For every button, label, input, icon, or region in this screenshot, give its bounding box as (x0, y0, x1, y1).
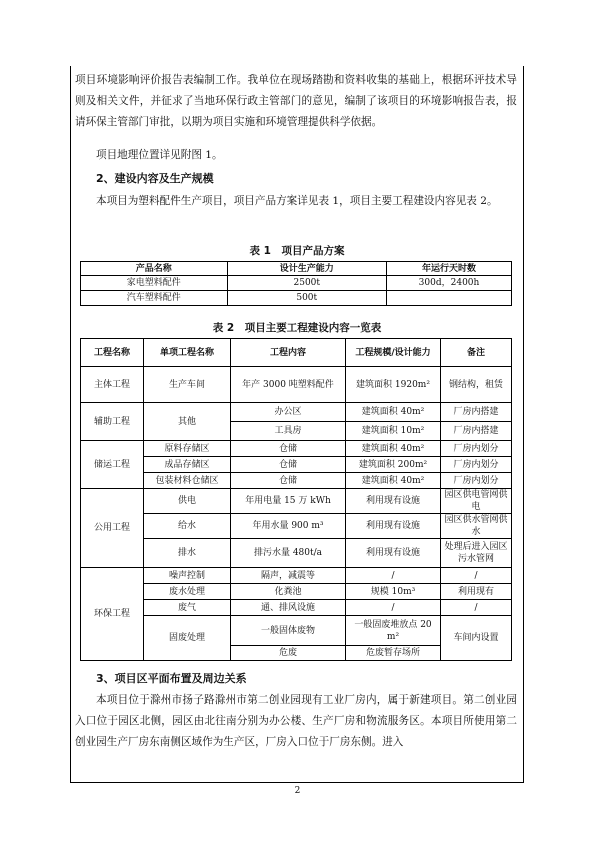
section-heading-2: 2、建设内容及生产规模 (96, 172, 214, 185)
table-cell: 厂房内划分 (441, 441, 512, 457)
paragraph-products: 本项目为塑料配件生产项目，项目产品方案详见表 1，项目主要工程建设内容见表 2。 (96, 195, 498, 207)
table-row (81, 514, 512, 539)
paragraph-layout: 本项目位于滁州市扬子路滁州市第二创业园现有工业厂房内，属于新建项目。第二创业园入口位于园区北侧，园区由北往南分别为办公楼、生产厂房和物流服务区。本项目所使用第二创业园生产厂房东南侧区域作为生产区，厂房入口位于厂房东侧。进入 (75, 694, 517, 748)
table-cell: 2500t (227, 276, 386, 291)
table1-header: 年运行天时数 (387, 262, 512, 276)
table-cell: 隔声，减震等 (231, 568, 346, 584)
table-cell: 厂房内搭建 (441, 422, 512, 441)
group-cell: 主体工程 (81, 367, 144, 403)
table-cell: 一般固废堆放点 20 m² (346, 616, 441, 646)
table1-caption: 表 1 项目产品方案 (249, 245, 345, 257)
table-cell: 厂房内划分 (441, 473, 512, 489)
table-cell: 利用现有设施 (346, 489, 441, 514)
table-row (81, 367, 512, 403)
table-row (81, 616, 512, 646)
table-row (81, 276, 512, 291)
table-cell: 家电塑料配件 (81, 276, 228, 291)
table-cell: 年产 3000 吨塑料配件 (231, 367, 346, 403)
table-cell: 办公区 (231, 403, 346, 422)
table-cell: 仓储 (231, 457, 346, 473)
table-row (81, 568, 512, 584)
table-cell: 废气 (144, 600, 231, 616)
table1-header: 设计生产能力 (227, 262, 386, 276)
table-cell: 汽车塑料配件 (81, 291, 228, 306)
group-cell: 储运工程 (81, 441, 144, 489)
table1-header: 产品名称 (81, 262, 228, 276)
table-cell: 成品存储区 (144, 457, 231, 473)
table-cell (387, 291, 512, 306)
table-cell: 建筑面积 40m² (346, 403, 441, 422)
table-cell: 排污水量 480t/a (231, 539, 346, 568)
table-cell: 噪声控制 (144, 568, 231, 584)
table-row (81, 473, 512, 489)
table-cell: 其他 (144, 403, 231, 441)
table-cell: 仓储 (231, 441, 346, 457)
table-cell: 危废暂存场所 (346, 646, 441, 661)
table-cell: 钢结构，租赁 (441, 367, 512, 403)
table-cell: 厂房内划分 (441, 457, 512, 473)
table-row (81, 489, 512, 514)
table-cell: 利用现有 (441, 584, 512, 600)
group-cell: 环保工程 (81, 568, 144, 661)
table-cell: 工具房 (231, 422, 346, 441)
table2-header: 备注 (441, 339, 512, 367)
table-cell: 原料存储区 (144, 441, 231, 457)
table-cell: 利用现有设施 (346, 539, 441, 568)
product-table (80, 261, 512, 306)
table-cell: 建筑面积 40m² (346, 473, 441, 489)
table-cell: / (346, 600, 441, 616)
table-cell: 年用水量 900 m³ (231, 514, 346, 539)
page-number: 2 (294, 786, 301, 796)
table-cell: 化粪池 (231, 584, 346, 600)
table-cell: 包装材料仓储区 (144, 473, 231, 489)
table-cell: 园区供水管网供水 (441, 514, 512, 539)
table-cell: 园区供电管网供电 (441, 489, 512, 514)
table-cell: 固废处理 (144, 616, 231, 661)
group-cell: 辅助工程 (81, 403, 144, 441)
table-cell: 建筑面积 10m² (346, 422, 441, 441)
table-cell: 生产车间 (144, 367, 231, 403)
table-cell: / (441, 600, 512, 616)
table-row (81, 403, 512, 422)
table-cell: 供电 (144, 489, 231, 514)
table-row (81, 600, 512, 616)
table-cell: 仓储 (231, 473, 346, 489)
table-cell: 建筑面积 40m² (346, 441, 441, 457)
table-cell: 500t (227, 291, 386, 306)
table-cell: 规模 10m³ (346, 584, 441, 600)
table-cell: 废水处理 (144, 584, 231, 600)
paragraph-location: 项目地理位置详见附图 1。 (96, 149, 223, 161)
table-row (81, 457, 512, 473)
table2-caption: 表 2 项目主要工程建设内容一览表 (212, 322, 382, 334)
table2-header: 单项工程名称 (144, 339, 231, 367)
table-cell: / (441, 568, 512, 584)
table-cell: 一般固体废物 (231, 616, 346, 646)
table-cell: 给水 (144, 514, 231, 539)
table-cell: / (346, 568, 441, 584)
table-cell: 年用电量 15 万 kWh (231, 489, 346, 514)
table-cell: 危废 (231, 646, 346, 661)
table-cell: 利用现有设施 (346, 514, 441, 539)
section-heading-3: 3、项目区平面布置及周边关系 (96, 672, 247, 685)
group-cell: 公用工程 (81, 489, 144, 568)
table-cell: 300d，2400h (387, 276, 512, 291)
table-cell: 车间内设置 (441, 616, 512, 661)
table-row (81, 539, 512, 568)
table-cell: 建筑面积 1920m² (346, 367, 441, 403)
table2-header: 工程名称 (81, 339, 144, 367)
table-row (81, 584, 512, 600)
table-cell: 厂房内搭建 (441, 403, 512, 422)
paragraph-intro: 项目环境影响评价报告表编制工作。我单位在现场踏勘和资料收集的基础上，根据环评技术导则及相关文件，并征求了当地环保行政主管部门的意见，编制了该项目的环境影响报告表，报请环保主管部门审批，以期为项目实施和环境管理提供科学依据。 (75, 74, 517, 128)
table-cell: 排水 (144, 539, 231, 568)
table-row (81, 291, 512, 306)
table2-header: 工程规模/设计能力 (346, 339, 441, 367)
construction-table (80, 338, 512, 661)
table-row (81, 441, 512, 457)
table-cell: 通、排风设施 (231, 600, 346, 616)
table-cell: 建筑面积 200m² (346, 457, 441, 473)
table-cell: 处理后进入园区污水管网 (441, 539, 512, 568)
table2-header: 工程内容 (231, 339, 346, 367)
